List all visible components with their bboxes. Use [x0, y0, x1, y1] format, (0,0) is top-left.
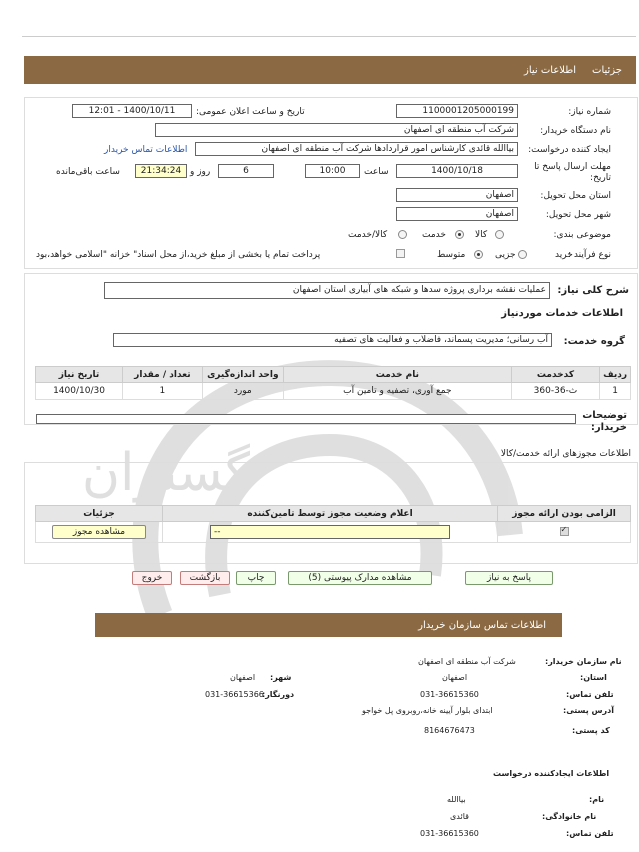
summary-field: عملیات نقشه برداری پروژه سدها و شبکه های آبیاری استان اصفهان — [104, 282, 550, 299]
creator-first-name-value: بیاالله — [447, 795, 466, 804]
creator-phone-label: تلفن تماس: — [566, 829, 614, 838]
cell-details — [36, 522, 163, 543]
svg-text:گستران: گستران — [81, 443, 250, 503]
col-date: تاریخ نیاز — [36, 367, 123, 383]
col-required: الزامی بودن ارائه مجوز — [498, 506, 631, 522]
cell-date: 1400/10/30 — [36, 383, 123, 400]
attachments-button[interactable]: مشاهده مدارک پیوستی (5) — [288, 571, 432, 585]
services-table — [35, 366, 631, 400]
province-field: اصفهان — [396, 188, 518, 202]
col-row: ردیف — [600, 367, 631, 383]
cell-qty: 1 — [123, 383, 203, 400]
contact-fax-label: دورنگار: — [262, 690, 295, 699]
contact-phone-label: تلفن تماس: — [566, 690, 614, 699]
creator-phone-value: 031-36615360 — [420, 829, 479, 838]
contact-city-label: شهر: — [270, 673, 292, 682]
process-medium-label: متوسط — [437, 250, 466, 260]
remaining-label: ساعت باقی‌مانده — [56, 167, 120, 177]
col-qty: تعداد / مقدار — [123, 367, 203, 383]
contact-address-label: آدرس پستی: — [563, 706, 614, 715]
exit-button[interactable]: خروج — [132, 571, 172, 585]
cell-required — [498, 522, 631, 543]
required-checkbox[interactable] — [560, 527, 569, 536]
process-purchase-label: خرید — [555, 250, 573, 260]
process-minor-label: جزیی — [495, 250, 516, 260]
header-title[interactable]: جزئیات — [592, 65, 622, 76]
service-group-label: گروه خدمت: — [563, 336, 625, 347]
process-radio-medium[interactable] — [474, 250, 483, 259]
org-name-value: شرکت آب منطقه ای اصفهان — [418, 657, 516, 666]
category-radio-both[interactable] — [398, 230, 407, 239]
contact-province-label: استان: — [580, 673, 607, 682]
creator-info-title: اطلاعات ایجادکننده درخواست — [493, 769, 610, 778]
col-details: جزئیات — [36, 506, 163, 522]
need-number-field: 1100001205000199 — [396, 104, 518, 118]
time-label: ساعت — [364, 167, 389, 177]
category-service-label: خدمت — [422, 230, 446, 240]
permit-status-field[interactable]: -- — [210, 525, 450, 539]
creator-last-name-label: نام خانوادگی: — [542, 812, 597, 821]
org-name-label: نام سازمان خریدار: — [545, 657, 622, 666]
cell-status — [163, 522, 498, 543]
creator-last-name-value: قائدی — [450, 812, 469, 821]
reply-button[interactable]: پاسخ به نیاز — [465, 571, 553, 585]
days-field: 6 — [218, 164, 274, 178]
deadline-date-field: 1400/10/18 — [396, 164, 518, 178]
cell-unit: مورد — [202, 383, 283, 400]
contact-province-value: اصفهان — [442, 673, 468, 682]
col-name: نام خدمت — [283, 367, 511, 383]
summary-label: شرح کلی نیاز: — [557, 285, 629, 296]
contact-postal-value: 8164676473 — [424, 726, 475, 735]
back-button[interactable]: بازگشت — [180, 571, 230, 585]
col-unit: واحد اندازه‌گیری — [202, 367, 283, 383]
category-label: موضوعی بندی: — [553, 230, 611, 240]
city-label: شهر محل تحویل: — [545, 210, 611, 220]
col-status: اعلام وضعیت مجوز توسط تامین‌کننده — [163, 506, 498, 522]
contact-phone-value: 031-36615360 — [420, 690, 479, 699]
province-label: استان محل تحویل: — [540, 191, 611, 201]
buyer-contact-link[interactable]: اطلاعات تماس خریدار — [104, 145, 188, 155]
view-permit-button[interactable]: مشاهده مجوز — [52, 525, 146, 539]
table-row — [36, 522, 631, 543]
city-field: اصفهان — [396, 207, 518, 221]
cell-name: جمع آوری، تصفیه و تامین آب — [283, 383, 511, 400]
category-both-label: کالا/خدمت — [348, 230, 388, 240]
announce-label: تاریخ و ساعت اعلان عمومی: — [196, 107, 305, 117]
permits-title: اطلاعات مجوزهای ارائه خدمت/کالا — [500, 449, 631, 459]
buyer-org-field: شرکت آب منطقه ای اصفهان — [155, 123, 518, 137]
top-divider — [22, 36, 636, 37]
contact-postal-label: کد پستی: — [572, 726, 610, 735]
contact-fax-value: 031-36615366 — [205, 690, 264, 699]
cell-code: ث-36-360 — [511, 383, 599, 400]
announce-field: 1400/10/11 - 12:01 — [72, 104, 192, 118]
table-row — [36, 383, 631, 400]
remaining-time-field: 21:34:24 — [135, 164, 187, 178]
header-bar — [24, 56, 636, 84]
buyer-org-label: نام دستگاه خریدار: — [540, 126, 611, 136]
header-subtitle[interactable]: اطلاعات نیاز — [524, 65, 576, 76]
services-table-header — [36, 367, 631, 383]
creator-label: ایجاد کننده درخواست: — [528, 145, 611, 155]
category-radio-service[interactable] — [455, 230, 464, 239]
service-group-field: آب رسانی؛ مدیریت پسماند، فاضلاب و فعالیت های تصفیه — [113, 333, 552, 347]
permits-table — [35, 505, 631, 543]
creator-first-name-label: نام: — [589, 795, 605, 804]
deadline-label: مهلت ارسال پاسخ تا تاریخ: — [534, 162, 611, 183]
contact-address-value: ابتدای بلوار آیینه خانه،روبروی پل خواجو — [362, 706, 493, 715]
buyer-notes-field — [36, 414, 576, 424]
payment-note: پرداخت تمام یا بخشی از مبلغ خرید،از محل اسناد" خزانه "اسلامی خواهد،بود — [36, 250, 321, 260]
category-goods-label: کالا — [475, 230, 488, 240]
contact-section-bar — [95, 613, 562, 637]
process-label: نوع فرآیند : — [568, 250, 611, 260]
need-number-label: شماره نیاز: — [568, 107, 611, 117]
cell-row: 1 — [600, 383, 631, 400]
category-radio-goods[interactable] — [495, 230, 504, 239]
creator-field: بیاالله قائدی کارشناس امور قراردادها شرکت آب منطقه ای اصفهان — [195, 142, 518, 156]
process-radio-minor[interactable] — [518, 250, 527, 259]
deadline-time-field: 10:00 — [305, 164, 360, 178]
days-label: روز و — [190, 167, 211, 177]
col-code: کدخدمت — [511, 367, 599, 383]
permits-table-header — [36, 506, 631, 522]
payment-checkbox[interactable] — [396, 249, 405, 258]
buyer-notes-label: توضیحات خریدار: — [582, 410, 627, 433]
checkmark-icon: ✓ — [560, 525, 568, 534]
contact-city-value: اصفهان — [230, 673, 256, 682]
print-button[interactable]: چاپ — [236, 571, 276, 585]
services-title: اطلاعات خدمات موردنیاز — [501, 308, 623, 319]
contact-section-title: اطلاعات تماس سازمان خریدار — [418, 620, 546, 631]
